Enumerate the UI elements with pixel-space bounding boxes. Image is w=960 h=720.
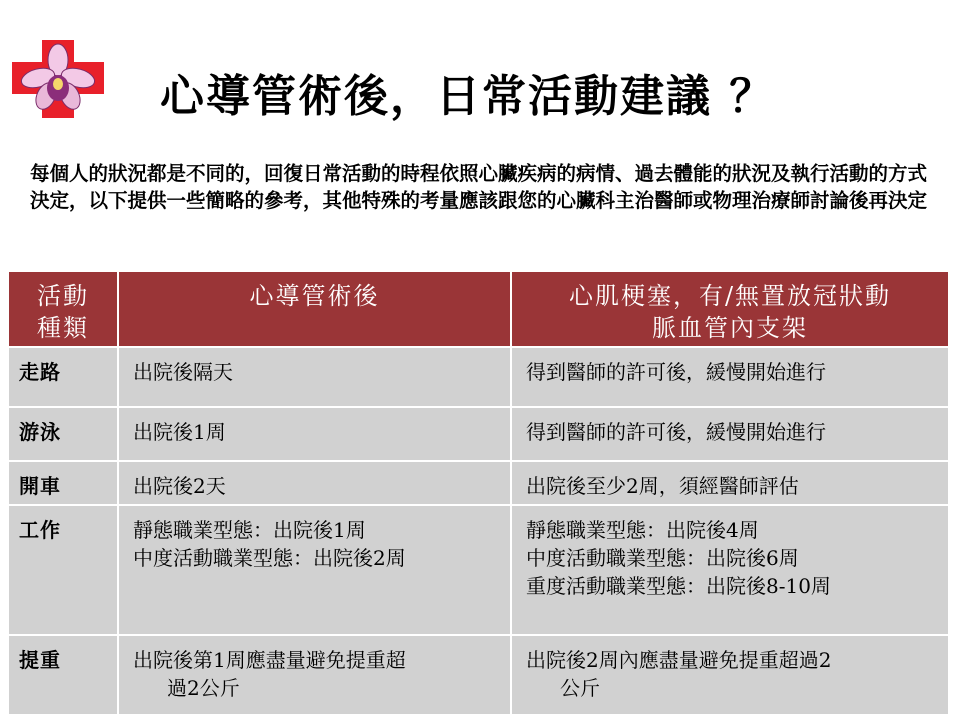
header-myocardial-infarction: 心肌梗塞，有/無置放冠狀動 脈血管內支架: [511, 271, 949, 347]
mi-advice: 得到醫師的許可後，緩慢開始進行: [511, 347, 949, 407]
table-row: [8, 635, 949, 715]
table-header-row: [8, 271, 949, 347]
table-row: [8, 461, 949, 505]
table-row: [8, 505, 949, 635]
row-category: 走路: [8, 347, 118, 407]
cath-advice: 出院後第1周應盡量避免提重超 過2公斤: [118, 635, 511, 715]
cath-advice: 出院後2天: [118, 461, 511, 505]
row-category: 游泳: [8, 407, 118, 461]
mi-advice: 得到醫師的許可後，緩慢開始進行: [511, 407, 949, 461]
intro-paragraph: 每個人的狀況都是不同的，回復日常活動的時程依照心臟疾病的病情、過去體能的狀況及執行活動的方式決定，以下提供一些簡略的參考，其他特殊的考量應該跟您的心臟科主治醫師或物理治療師討論後再決定: [30, 162, 928, 212]
header-after-catheterization: 心導管術後: [118, 271, 511, 347]
table-row: [8, 407, 949, 461]
mi-advice: 靜態職業型態：出院後4周 中度活動職業型態：出院後6周 重度活動職業型態：出院後8-10周: [511, 505, 949, 635]
cath-advice: 出院後1周: [118, 407, 511, 461]
cath-advice: 靜態職業型態：出院後1周 中度活動職業型態：出院後2周: [118, 505, 511, 635]
mi-advice: 出院後至少2周，須經醫師評估: [511, 461, 949, 505]
row-category: 提重: [8, 635, 118, 715]
red-cross-orchid-logo: [12, 40, 104, 118]
table-row: [8, 347, 949, 407]
activity-table: [7, 270, 950, 716]
mi-advice: 出院後2周內應盡量避免提重超過2 公斤: [511, 635, 949, 715]
row-category: 工作: [8, 505, 118, 635]
header-activity-type: 活動 種類: [8, 271, 118, 347]
page-title: 心導管術後，日常活動建議 ？: [160, 71, 776, 122]
cath-advice: 出院後隔天: [118, 347, 511, 407]
row-category: 開車: [8, 461, 118, 505]
